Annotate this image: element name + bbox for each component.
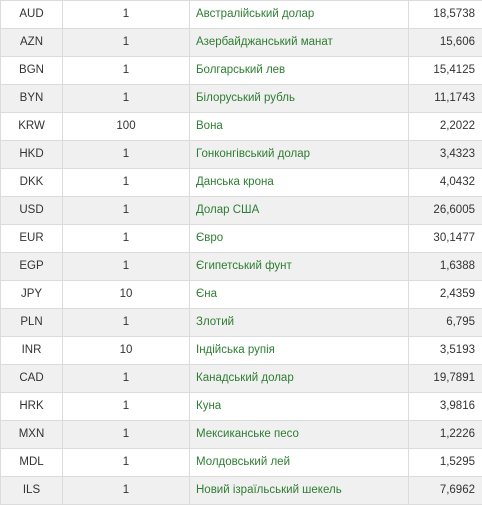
- exchange-rate: 15,606: [409, 29, 482, 57]
- table-row: [1, 225, 482, 253]
- currency-units: 1: [63, 449, 190, 477]
- currency-units: 1: [63, 393, 190, 421]
- exchange-rate: 11,1743: [409, 85, 482, 113]
- currency-name-link[interactable]: Євро: [196, 232, 223, 244]
- exchange-rate: 18,5738: [409, 1, 482, 29]
- exchange-rate: 2,2022: [409, 113, 482, 141]
- currency-units: 1: [63, 365, 190, 393]
- currency-name-link[interactable]: Долар США: [196, 204, 259, 216]
- currency-units: 1: [63, 29, 190, 57]
- currency-name-link[interactable]: Індійська рупія: [196, 344, 275, 356]
- exchange-rate: 2,4359: [409, 281, 482, 309]
- currency-name-link[interactable]: Єна: [196, 288, 217, 300]
- currency-code: BGN: [1, 57, 63, 85]
- currency-code: DKK: [1, 169, 63, 197]
- currency-name-link[interactable]: Вона: [196, 120, 223, 132]
- exchange-rate: 4,0432: [409, 169, 482, 197]
- table-row: [1, 85, 482, 113]
- currency-name-link[interactable]: Єгипетський фунт: [196, 260, 292, 272]
- table-row: [1, 169, 482, 197]
- currency-name-link[interactable]: Мексиканське песо: [196, 428, 299, 440]
- currency-code: USD: [1, 197, 63, 225]
- table-row: [1, 449, 482, 477]
- table-row: [1, 57, 482, 85]
- currency-name-link[interactable]: Болгарський лев: [196, 64, 285, 76]
- currency-units: 1: [63, 309, 190, 337]
- exchange-rate: 3,4323: [409, 141, 482, 169]
- currency-units: 1: [63, 169, 190, 197]
- exchange-rate: 6,795: [409, 309, 482, 337]
- currency-code: AZN: [1, 29, 63, 57]
- currency-code: EUR: [1, 225, 63, 253]
- currency-units: 10: [63, 337, 190, 365]
- currency-code: AUD: [1, 1, 63, 29]
- table-row: [1, 281, 482, 309]
- table-row: [1, 477, 482, 505]
- table-row: [1, 141, 482, 169]
- currency-name-link[interactable]: Данська крона: [196, 176, 274, 188]
- currency-name-link[interactable]: Злотий: [196, 316, 234, 328]
- table-row: [1, 1, 482, 29]
- currency-name-link[interactable]: Гонконгівський долар: [196, 148, 310, 160]
- table-row: [1, 421, 482, 449]
- currency-code: PLN: [1, 309, 63, 337]
- currency-code: HKD: [1, 141, 63, 169]
- exchange-rate: 3,5193: [409, 337, 482, 365]
- currency-units: 10: [63, 281, 190, 309]
- currency-name-link[interactable]: Молдовський лей: [196, 456, 290, 468]
- currency-code: BYN: [1, 85, 63, 113]
- table-row: [1, 29, 482, 57]
- currency-code: EGP: [1, 253, 63, 281]
- exchange-rate: 15,4125: [409, 57, 482, 85]
- currency-code: ILS: [1, 477, 63, 505]
- table-row: [1, 253, 482, 281]
- currency-units: 1: [63, 85, 190, 113]
- currency-name-link[interactable]: Білоруський рубль: [196, 92, 295, 104]
- currency-units: 100: [63, 113, 190, 141]
- currency-units: 1: [63, 1, 190, 29]
- table-row: [1, 197, 482, 225]
- currency-code: MDL: [1, 449, 63, 477]
- exchange-rate: 19,7891: [409, 365, 482, 393]
- table-row: [1, 337, 482, 365]
- exchange-rate: 7,6962: [409, 477, 482, 505]
- currency-name-link[interactable]: Австралійський долар: [196, 8, 314, 20]
- table-row: [1, 113, 482, 141]
- exchange-rate: 1,5295: [409, 449, 482, 477]
- currency-units: 1: [63, 477, 190, 505]
- currency-code: KRW: [1, 113, 63, 141]
- currency-code: CAD: [1, 365, 63, 393]
- table-row: [1, 309, 482, 337]
- currency-name-link[interactable]: Куна: [196, 400, 221, 412]
- currency-code: MXN: [1, 421, 63, 449]
- exchange-rate: 3,9816: [409, 393, 482, 421]
- exchange-rate: 1,2226: [409, 421, 482, 449]
- currency-name-link[interactable]: Канадський долар: [196, 372, 294, 384]
- table-row: [1, 393, 482, 421]
- currency-units: 1: [63, 57, 190, 85]
- currency-units: 1: [63, 421, 190, 449]
- currency-units: 1: [63, 253, 190, 281]
- currency-units: 1: [63, 141, 190, 169]
- currency-code: INR: [1, 337, 63, 365]
- currency-units: 1: [63, 197, 190, 225]
- currency-name-link[interactable]: Новий ізраїльський шекель: [196, 484, 342, 496]
- exchange-rate: 1,6388: [409, 253, 482, 281]
- currency-code: HRK: [1, 393, 63, 421]
- currency-units: 1: [63, 225, 190, 253]
- exchange-rate: 26,6005: [409, 197, 482, 225]
- exchange-rate: 30,1477: [409, 225, 482, 253]
- table-row: [1, 365, 482, 393]
- currency-name-link[interactable]: Азербайджанський манат: [196, 36, 333, 48]
- currency-code: JPY: [1, 281, 63, 309]
